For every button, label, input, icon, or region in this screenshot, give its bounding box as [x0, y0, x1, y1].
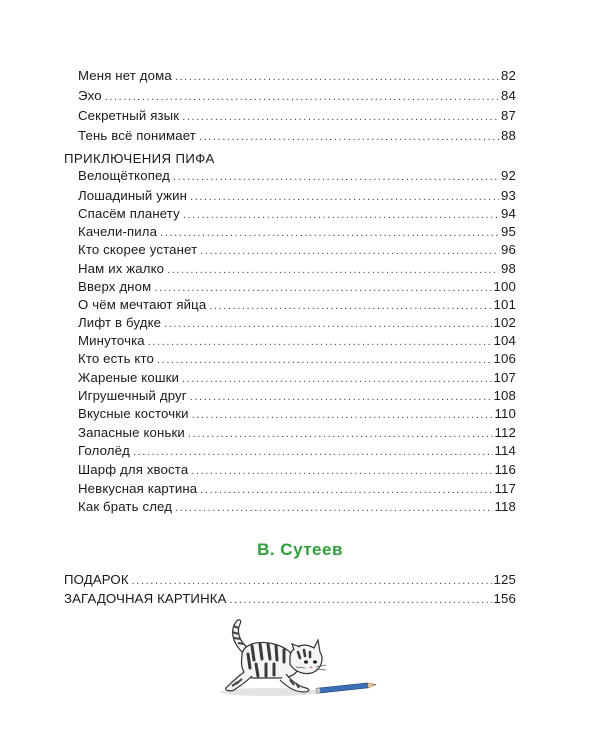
toc-entry-page: 110 [494, 406, 516, 421]
toc-entry [78, 87, 516, 105]
toc-entry-title: Лошадиный ужин [78, 188, 188, 203]
toc-entry-title: Нам их жалко [78, 261, 165, 276]
toc-entry-title: Вверх дном [78, 279, 152, 294]
dot-leader [173, 168, 499, 186]
dot-leader [154, 279, 491, 297]
toc-entry-page: 87 [501, 108, 516, 123]
dot-leader [190, 388, 492, 406]
toc-entry-title: ЗАГАДОЧНАЯ КАРТИНКА [64, 591, 227, 606]
toc-entry-title: Спасём планету [78, 206, 180, 221]
section-heading: ПРИКЛЮЧЕНИЯ ПИФА [64, 151, 215, 166]
toc-entry-page: 117 [494, 481, 516, 496]
toc-entry [78, 498, 516, 516]
toc-entry [78, 314, 516, 332]
toc-entry [78, 461, 516, 479]
toc-entry-title: Секретный язык [78, 108, 180, 123]
toc-entry-page: 104 [493, 333, 516, 348]
dot-leader [199, 128, 499, 146]
toc-entry-page: 84 [501, 88, 516, 103]
toc-entry-title: Невкусная картина [78, 481, 198, 496]
toc-entry-title: Запасные коньки [78, 425, 185, 440]
toc-entry [78, 332, 516, 350]
toc-entry-page: 107 [493, 370, 516, 385]
toc-entry-page: 92 [501, 168, 516, 183]
dot-leader [175, 499, 492, 517]
toc-entry-page: 102 [493, 315, 516, 330]
toc-entry-page: 108 [493, 388, 516, 403]
dot-leader [190, 188, 499, 206]
kitten-with-pencil-illustration [208, 612, 388, 702]
toc-entry [78, 187, 516, 205]
toc-entry [78, 442, 516, 460]
toc-entry-title: Вкусные косточки [78, 406, 189, 421]
toc-entry [78, 260, 516, 278]
dot-leader [167, 261, 499, 279]
toc-entry-page: 116 [494, 462, 516, 477]
toc-entry [78, 405, 516, 423]
toc-entry-title: Велощёткопед [78, 168, 171, 183]
toc-entry-page: 125 [493, 572, 516, 587]
toc-entry-title: Лифт в будке [78, 315, 162, 330]
toc-entry [78, 127, 516, 145]
dot-leader [182, 108, 499, 126]
toc-entry-page: 96 [501, 242, 516, 257]
toc-entry-page: 98 [501, 261, 516, 276]
dot-leader [188, 425, 493, 443]
dot-leader [182, 370, 492, 388]
toc-entry [78, 480, 516, 498]
dot-leader [148, 333, 492, 351]
toc-entry [64, 571, 516, 589]
toc-entry-title: Игрушечный друг [78, 388, 187, 403]
toc-entry-title: Кто скорее устанет [78, 242, 198, 257]
toc-entry-title: Меня нет дома [78, 68, 172, 83]
toc-entry [78, 167, 516, 185]
toc-entry [78, 205, 516, 223]
toc-entry-page: 114 [494, 443, 516, 458]
toc-entry-title: Минуточка [78, 333, 145, 348]
toc-entry-title: Гололёд [78, 443, 130, 458]
dot-leader [157, 351, 492, 369]
dot-leader [230, 591, 492, 609]
toc-entry-title: Как брать след [78, 499, 173, 514]
dot-leader [164, 315, 491, 333]
toc-entry-title: Качели-пила [78, 224, 158, 239]
toc-entry-title: Кто есть кто [78, 351, 155, 366]
toc-entry-page: 93 [501, 188, 516, 203]
dot-leader [175, 68, 499, 86]
toc-entry-title: ПОДАРОК [64, 572, 129, 587]
author-heading: В. Сутеев [257, 540, 343, 559]
toc-entry-page: 88 [501, 128, 516, 143]
toc-entry [78, 350, 516, 368]
toc-entry-page: 112 [494, 425, 516, 440]
toc-entry-page: 101 [493, 297, 516, 312]
dot-leader [105, 88, 499, 106]
toc-entry-page: 94 [501, 206, 516, 221]
toc-entry [64, 590, 516, 608]
dot-leader [132, 572, 492, 590]
toc-entry-page: 118 [494, 499, 516, 514]
toc-entry-title: О чём мечтают яйца [78, 297, 207, 312]
dot-leader [200, 242, 499, 260]
toc-entry-page: 95 [501, 224, 516, 239]
toc-entry [78, 278, 516, 296]
toc-entry-page: 106 [493, 351, 516, 366]
dot-leader [133, 443, 493, 461]
dot-leader [209, 297, 491, 315]
toc-entry [78, 387, 516, 405]
toc-entry [78, 296, 516, 314]
toc-entry [78, 223, 516, 241]
dot-leader [183, 206, 499, 224]
toc-entry [78, 424, 516, 442]
toc-entry [78, 369, 516, 387]
toc-entry-page: 82 [501, 68, 516, 83]
dot-leader [192, 406, 493, 424]
toc-entry [78, 107, 516, 125]
toc-entry-title: Тень всё понимает [78, 128, 196, 143]
toc-entry-title: Шарф для хвоста [78, 462, 189, 477]
toc-entry-page: 100 [493, 279, 516, 294]
toc-entry-title: Эхо [78, 88, 102, 103]
toc-entry-title: Жареные кошки [78, 370, 180, 385]
dot-leader [191, 462, 492, 480]
toc-entry [78, 67, 516, 85]
dot-leader [200, 481, 492, 499]
toc-entry [78, 241, 516, 259]
dot-leader [160, 224, 499, 242]
toc-entry-page: 156 [493, 591, 516, 606]
